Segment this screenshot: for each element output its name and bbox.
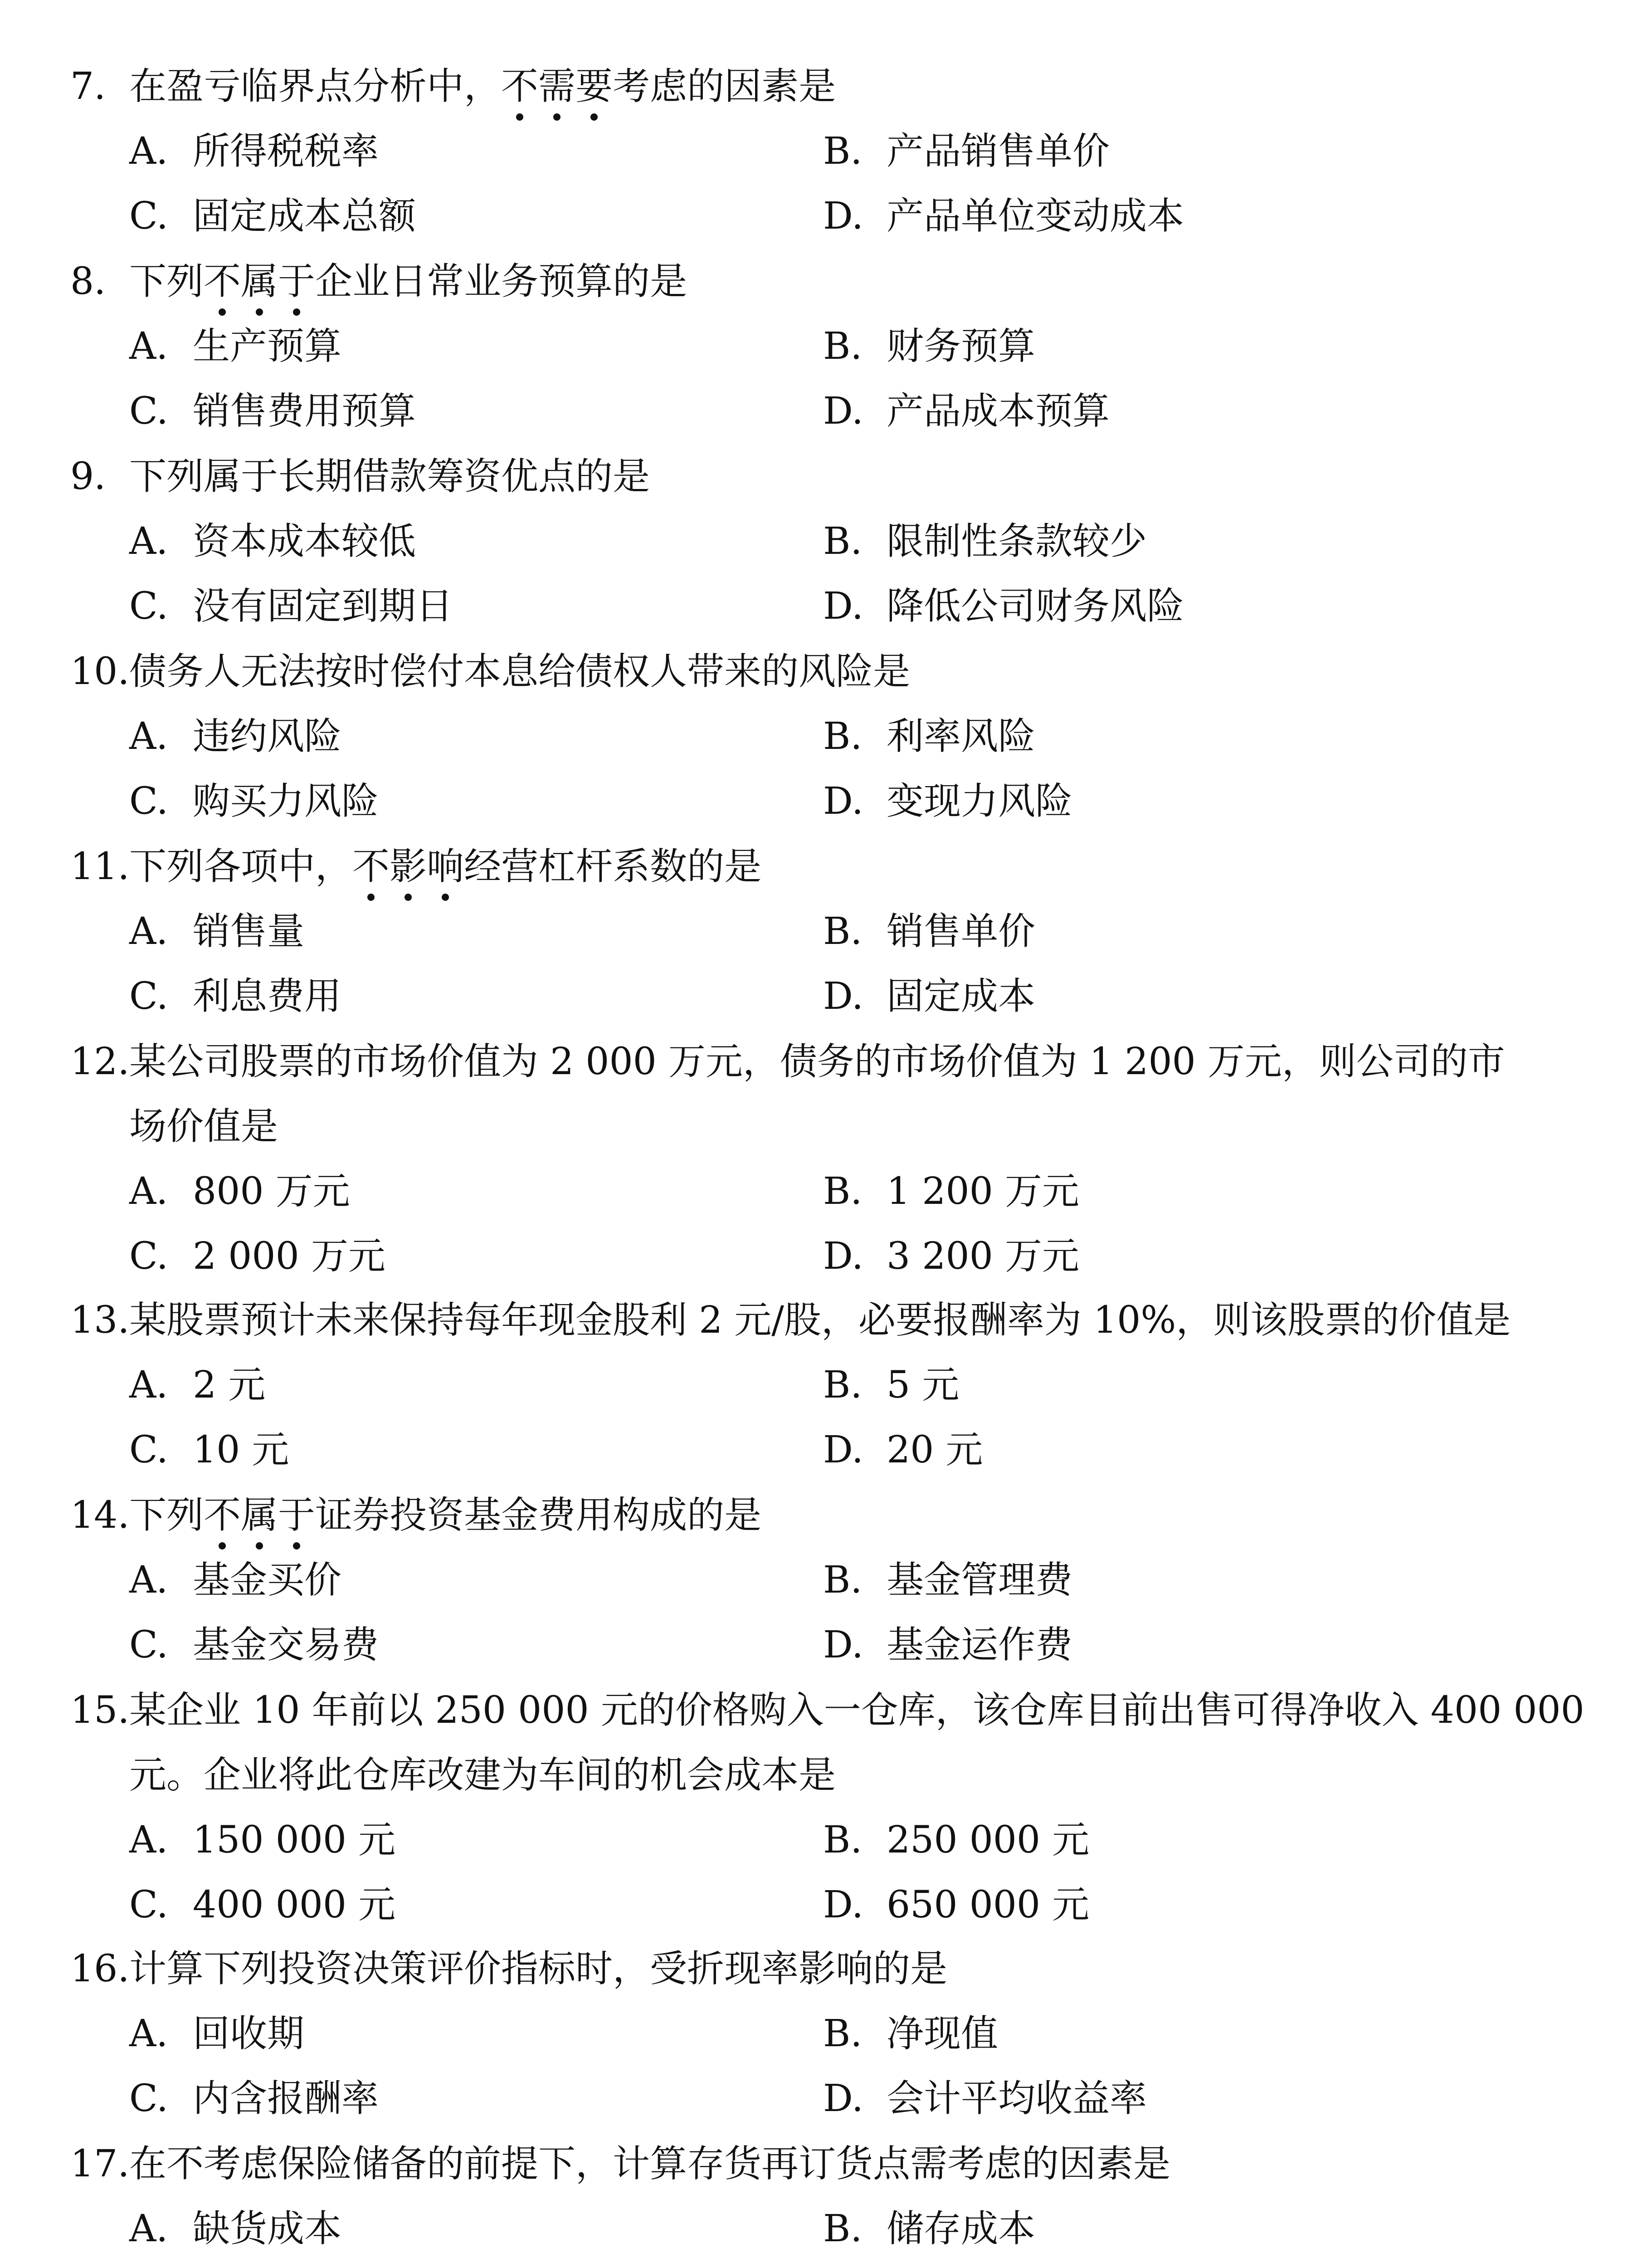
option-text: 降低公司财务风险 [887, 585, 1184, 628]
option-text: 销售单价 [887, 910, 1036, 953]
answer-option [129, 910, 305, 953]
answer-option [129, 2077, 379, 2120]
question-text: 债务人无法按时偿付本息给债权人带来的风险是 [129, 650, 911, 693]
option-letter: C. [129, 780, 168, 823]
answer-option [129, 1235, 385, 1278]
question-text-continued: 考虑的因素是 [613, 65, 836, 108]
option-text: 5 元 [887, 1364, 960, 1407]
option-letter: C. [129, 390, 168, 433]
option-text: 固定成本 [887, 975, 1036, 1018]
option-letter: D. [823, 585, 863, 628]
option-text: 基金管理费 [887, 1559, 1073, 1602]
option-text: 650 000 元 [887, 1883, 1090, 1926]
option-letter: C. [129, 1623, 168, 1667]
answer-option [129, 195, 416, 238]
answer-option [129, 1559, 342, 1602]
option-text: 回收期 [193, 2012, 305, 2055]
answer-option [823, 1559, 1073, 1602]
option-text: 净现值 [887, 2012, 999, 2055]
option-text: 缺货成本 [193, 2207, 342, 2250]
option-letter: B. [823, 2012, 863, 2055]
option-text: 变现力风险 [887, 780, 1073, 823]
question-number: 17. [70, 2142, 130, 2185]
option-letter: D. [823, 780, 863, 823]
option-text: 800 万元 [193, 1170, 350, 1213]
answer-option [129, 1818, 396, 1862]
answer-option [129, 1428, 289, 1471]
answer-option [129, 325, 342, 368]
question-number: 12. [70, 1040, 130, 1083]
option-letter: A. [129, 2012, 168, 2055]
emphasis-character: 属 [241, 1494, 278, 1537]
question-stem [70, 260, 687, 303]
option-letter: A. [129, 910, 168, 953]
answer-option [823, 1623, 1073, 1667]
answer-option [129, 1170, 350, 1213]
question-text-continued: 证券投资基金费用构成的是 [315, 1494, 762, 1537]
option-letter: B. [823, 1559, 863, 1602]
option-letter: C. [129, 585, 168, 628]
option-letter: B. [823, 1170, 863, 1213]
answer-option [823, 585, 1184, 628]
answer-option [823, 910, 1036, 953]
answer-option [823, 2012, 999, 2055]
answer-option [129, 130, 379, 173]
option-text: 内含报酬率 [193, 2077, 379, 2120]
question-stem [70, 1299, 1511, 1342]
question-text: 在盈亏临界点分析中， [129, 65, 502, 108]
option-text: 基金运作费 [887, 1623, 1073, 1667]
option-text: 产品成本预算 [887, 390, 1110, 433]
emphasis-character: 于 [278, 260, 316, 303]
answer-option [129, 1364, 266, 1407]
option-text: 20 元 [887, 1428, 983, 1471]
emphasis-character: 不 [501, 65, 539, 108]
emphasis-character: 属 [241, 260, 278, 303]
option-text: 基金交易费 [193, 1623, 379, 1667]
answer-option [129, 1883, 396, 1926]
answer-option [823, 1364, 960, 1407]
option-letter: C. [129, 2077, 168, 2120]
question-number: 15. [70, 1689, 130, 1732]
option-letter: C. [129, 1883, 168, 1926]
question-stem [70, 1947, 948, 1990]
option-letter: A. [129, 2207, 168, 2250]
option-text: 生产预算 [193, 325, 342, 368]
option-text: 150 000 元 [193, 1818, 396, 1862]
option-letter: D. [823, 2077, 863, 2120]
option-text: 资本成本较低 [193, 520, 416, 563]
option-text: 违约风险 [193, 715, 342, 758]
question-number: 7. [70, 65, 106, 108]
question-stem [70, 650, 911, 693]
question-stem [70, 1689, 1584, 1732]
question-stem [70, 65, 836, 108]
option-letter: B. [823, 1364, 863, 1407]
option-text: 财务预算 [887, 325, 1036, 368]
question-text: 下列 [129, 1494, 204, 1537]
emphasis-character: 于 [278, 1494, 316, 1537]
option-text: 2 000 万元 [193, 1235, 385, 1278]
option-letter: A. [129, 325, 168, 368]
option-letter: D. [823, 975, 863, 1018]
option-letter: A. [129, 715, 168, 758]
option-text: 所得税税率 [193, 130, 379, 173]
option-letter: C. [129, 195, 168, 238]
answer-option [823, 130, 1110, 173]
option-text: 固定成本总额 [193, 195, 416, 238]
emphasis-character: 要 [575, 65, 613, 108]
question-text-line2: 元。企业将此仓库改建为车间的机会成本是 [129, 1754, 836, 1797]
option-letter: B. [823, 2207, 863, 2250]
option-letter: D. [823, 390, 863, 433]
option-text: 2 元 [193, 1364, 266, 1407]
answer-option [823, 520, 1147, 563]
answer-option [129, 715, 342, 758]
option-text: 销售费用预算 [193, 390, 416, 433]
option-text: 利息费用 [193, 975, 342, 1018]
question-stem [70, 1494, 762, 1537]
option-letter: A. [129, 1818, 168, 1862]
question-number: 8. [70, 260, 106, 303]
question-text: 计算下列投资决策评价指标时，受折现率影响的是 [129, 1947, 948, 1990]
question-stem [70, 2142, 1171, 2185]
option-letter: B. [823, 520, 863, 563]
option-text: 10 元 [193, 1428, 289, 1471]
answer-option [823, 2207, 1036, 2250]
option-text: 1 200 万元 [887, 1170, 1079, 1213]
option-letter: D. [823, 1883, 863, 1926]
option-text: 限制性条款较少 [887, 520, 1147, 563]
answer-option [823, 195, 1184, 238]
question-number: 16. [70, 1947, 130, 1990]
question-text: 下列各项中， [129, 845, 353, 888]
question-number: 11. [70, 845, 130, 888]
option-letter: C. [129, 1235, 168, 1278]
question-text-continued: 企业日常业务预算的是 [315, 260, 687, 303]
option-letter: B. [823, 1818, 863, 1862]
question-number: 13. [70, 1299, 130, 1342]
option-text: 产品销售单价 [887, 130, 1110, 173]
emphasis-character: 响 [427, 845, 464, 888]
emphasis-character: 不 [352, 845, 390, 888]
option-text: 购买力风险 [193, 780, 379, 823]
option-text: 基金买价 [193, 1559, 342, 1602]
option-letter: D. [823, 1235, 863, 1278]
option-letter: A. [129, 130, 168, 173]
answer-option [823, 975, 1036, 1018]
option-text: 储存成本 [887, 2207, 1036, 2250]
option-letter: A. [129, 1559, 168, 1602]
option-text: 3 200 万元 [887, 1235, 1079, 1278]
answer-option [129, 585, 453, 628]
option-text: 250 000 元 [887, 1818, 1090, 1862]
question-stem [70, 845, 762, 888]
answer-option [823, 1818, 1090, 1862]
answer-option [129, 975, 342, 1018]
option-letter: C. [129, 1428, 168, 1471]
option-text: 没有固定到期日 [193, 585, 453, 628]
question-text: 某股票预计未来保持每年现金股利 2 元/股，必要报酬率为 10%，则该股票的价值是 [129, 1299, 1511, 1342]
question-number: 14. [70, 1494, 130, 1537]
answer-option [823, 390, 1110, 433]
option-text: 会计平均收益率 [887, 2077, 1147, 2120]
answer-option [129, 2207, 342, 2250]
answer-option [823, 325, 1036, 368]
answer-option [823, 1235, 1079, 1278]
emphasis-character: 不 [204, 260, 241, 303]
option-letter: B. [823, 715, 863, 758]
option-letter: A. [129, 520, 168, 563]
option-letter: B. [823, 910, 863, 953]
emphasis-character: 不 [204, 1494, 241, 1537]
answer-option [129, 1623, 379, 1667]
option-letter: B. [823, 325, 863, 368]
option-text: 400 000 元 [193, 1883, 396, 1926]
option-letter: C. [129, 975, 168, 1018]
answer-option [129, 390, 416, 433]
emphasis-character: 需 [538, 65, 576, 108]
option-letter: D. [823, 195, 863, 238]
question-number: 10. [70, 650, 130, 693]
question-text-continued: 经营杠杆系数的是 [464, 845, 762, 888]
option-letter: B. [823, 130, 863, 173]
option-letter: D. [823, 1428, 863, 1471]
answer-option [823, 715, 1036, 758]
emphasis-character: 影 [390, 845, 427, 888]
question-stem [70, 455, 650, 498]
question-text: 下列 [129, 260, 204, 303]
answer-option [129, 2012, 305, 2055]
option-text: 产品单位变动成本 [887, 195, 1184, 238]
answer-option [823, 2077, 1147, 2120]
option-text: 销售量 [193, 910, 305, 953]
question-stem [70, 1040, 1505, 1083]
option-letter: A. [129, 1364, 168, 1407]
question-text: 在不考虑保险储备的前提下，计算存货再订货点需考虑的因素是 [129, 2142, 1171, 2185]
answer-option [129, 780, 379, 823]
question-number: 9. [70, 455, 106, 498]
answer-option [129, 520, 416, 563]
option-text: 利率风险 [887, 715, 1036, 758]
question-text: 某企业 10 年前以 250 000 元的价格购入一仓库，该仓库目前出售可得净收入 400 000 [129, 1689, 1584, 1732]
answer-option [823, 780, 1073, 823]
option-letter: A. [129, 1170, 168, 1213]
answer-option [823, 1170, 1079, 1213]
question-text: 下列属于长期借款筹资优点的是 [129, 455, 650, 498]
answer-option [823, 1883, 1090, 1926]
question-text-line2: 场价值是 [129, 1105, 278, 1148]
question-text: 某公司股票的市场价值为 2 000 万元，债务的市场价值为 1 200 万元，则公司的市 [129, 1040, 1505, 1083]
option-letter: D. [823, 1623, 863, 1667]
answer-option [823, 1428, 983, 1471]
